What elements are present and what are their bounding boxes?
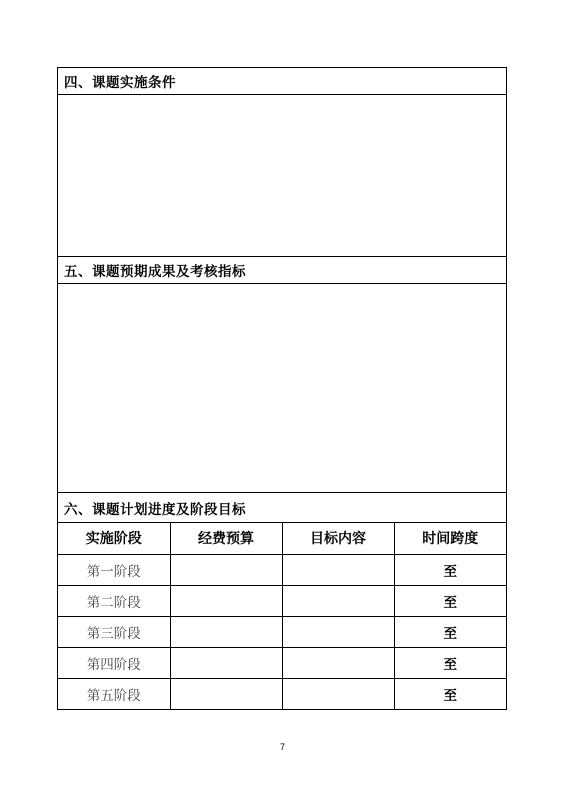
budget-cell[interactable] — [170, 585, 282, 616]
stage-cell: 第四阶段 — [58, 647, 170, 678]
budget-cell[interactable] — [170, 554, 282, 585]
section-title-implementation-conditions: 四、课题实施条件 — [58, 68, 506, 95]
table-row — [58, 554, 506, 585]
goal-cell[interactable] — [282, 554, 394, 585]
goal-cell[interactable] — [282, 678, 394, 709]
time-span-cell[interactable]: 至 — [443, 687, 457, 704]
page-number: 7 — [279, 742, 285, 752]
goal-cell[interactable] — [282, 616, 394, 647]
time-span-cell[interactable]: 至 — [394, 647, 506, 678]
header-time-span: 时间跨度 — [394, 523, 506, 554]
table-row — [58, 647, 506, 678]
budget-cell[interactable] — [170, 678, 282, 709]
stage-cell: 第三阶段 — [58, 616, 170, 647]
table-row — [58, 585, 506, 616]
implementation-conditions-field[interactable] — [58, 95, 506, 257]
header-goal: 目标内容 — [282, 523, 394, 554]
goal-cell[interactable] — [282, 647, 394, 678]
stage-cell: 第二阶段 — [58, 585, 170, 616]
time-span-cell[interactable]: 至 — [394, 554, 506, 585]
table-row — [58, 678, 506, 709]
goal-cell[interactable] — [282, 585, 394, 616]
table-row — [58, 616, 506, 647]
section-title-expected-results: 五、课题预期成果及考核指标 — [58, 257, 506, 284]
form-frame — [57, 67, 507, 710]
expected-results-field[interactable] — [58, 284, 506, 493]
table-header-row — [58, 523, 506, 554]
budget-cell[interactable] — [170, 647, 282, 678]
section-title-schedule: 六、课题计划进度及阶段目标 — [58, 493, 506, 523]
stage-cell: 第五阶段 — [58, 678, 170, 709]
time-span-cell[interactable]: 至 — [394, 616, 506, 647]
time-span-cell[interactable]: 至 — [394, 585, 506, 616]
stage-cell: 第一阶段 — [58, 554, 170, 585]
header-stage: 实施阶段 — [58, 523, 170, 554]
header-budget: 经费预算 — [170, 523, 282, 554]
schedule-table — [58, 523, 506, 709]
budget-cell[interactable] — [170, 616, 282, 647]
